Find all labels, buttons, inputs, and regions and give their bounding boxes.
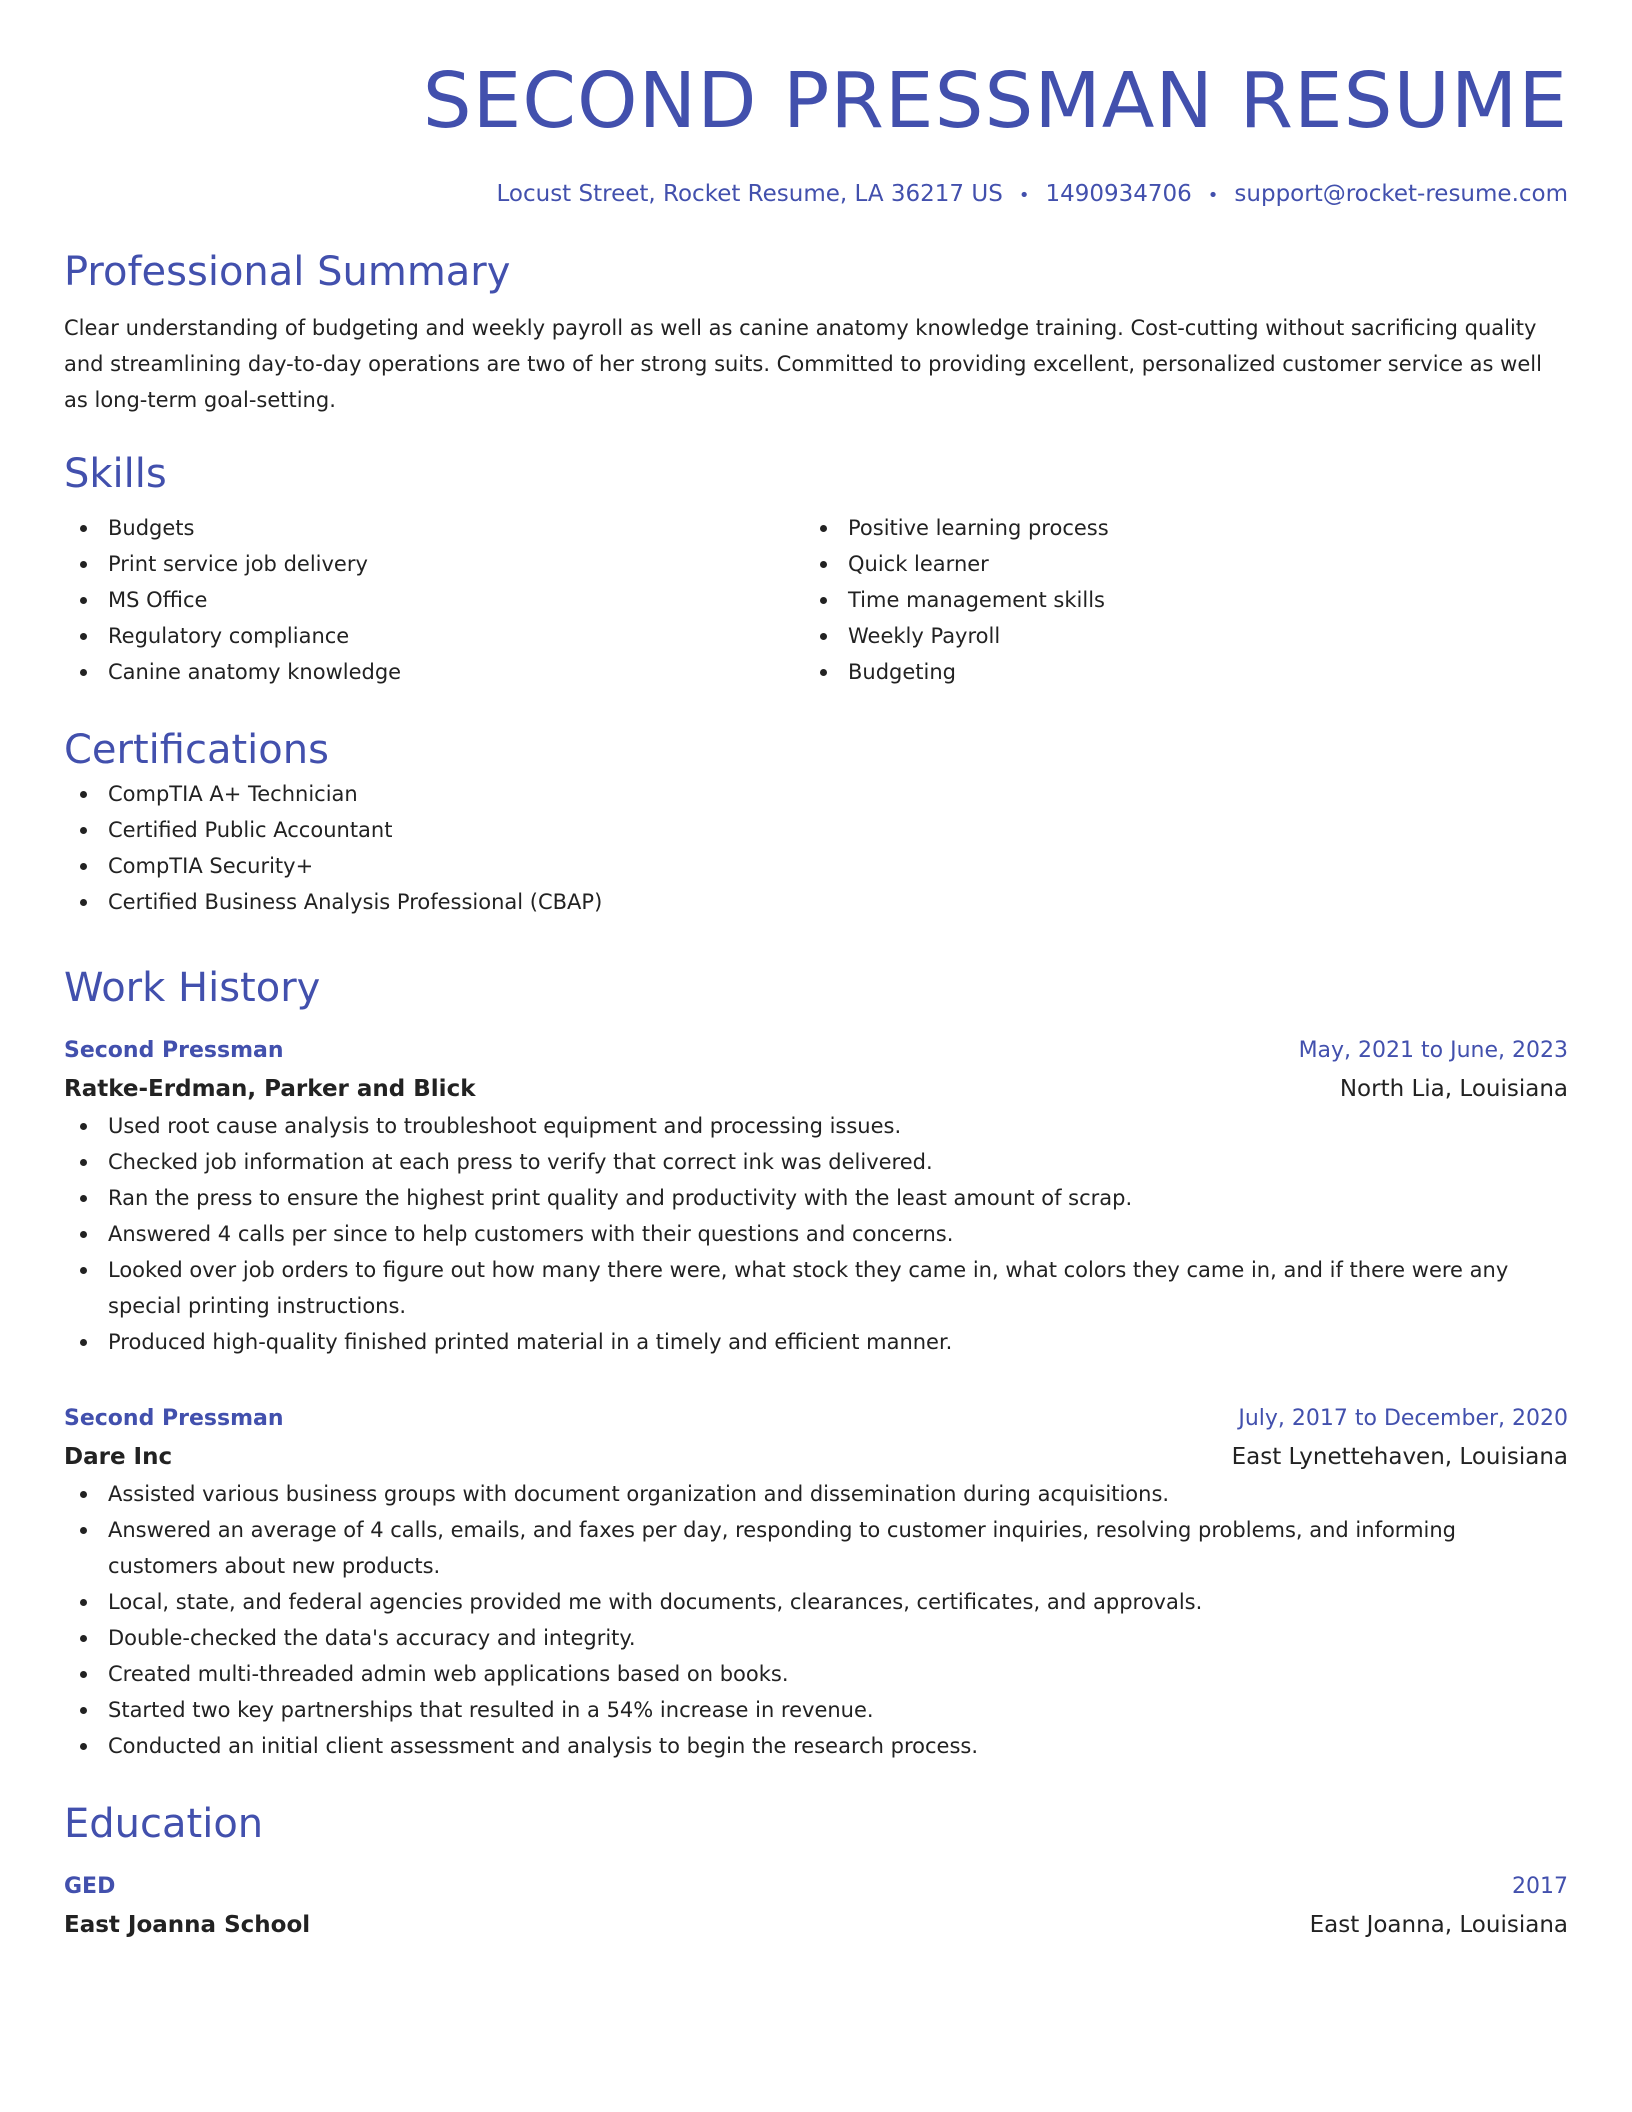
job-bullet-text: Created multi-threaded admin web applications based on books. (108, 1662, 789, 1686)
job-bullets (64, 1476, 1568, 1764)
list-item (64, 776, 1568, 812)
list-item (64, 654, 804, 690)
list-item (64, 812, 1568, 848)
bullet-dot-icon (80, 633, 87, 640)
list-item (64, 1216, 1568, 1252)
list-item (804, 654, 1544, 690)
list-item (64, 1728, 1568, 1764)
job-header (64, 1032, 1568, 1070)
bullet-dot-icon (820, 633, 827, 640)
job-bullet-text: Used root cause analysis to troubleshoot equipment and processing issues. (108, 1114, 902, 1138)
job-bullet-text: Answered an average of 4 calls, emails, and faxes per day, responding to customer inquiries, resolving problems, and informing customers about new products. (108, 1518, 1456, 1578)
skill-label: Budgeting (848, 660, 957, 684)
job-bullet-text: Answered 4 calls per since to help customers with their questions and concerns. (108, 1222, 954, 1246)
skill-label: Print service job delivery (108, 552, 368, 576)
skill-label: MS Office (108, 588, 208, 612)
certification-label: Certified Public Accountant (108, 818, 393, 842)
bullet-dot-icon (80, 597, 87, 604)
job-company: Dare Inc (64, 1444, 173, 1470)
skills-list-left (64, 510, 804, 690)
bullet-dot-icon (80, 525, 87, 532)
list-item (64, 1584, 1568, 1620)
job-subheader (64, 1438, 1568, 1476)
bullet-dot-icon (80, 1743, 87, 1750)
work-history-heading: Work History (64, 965, 321, 1011)
contact-separator: • (1207, 185, 1219, 206)
job-entry (64, 1032, 1568, 1360)
job-subheader (64, 1070, 1568, 1108)
list-item (64, 1108, 1568, 1144)
skill-label: Budgets (108, 516, 195, 540)
education-entry (64, 1868, 1568, 1944)
job-header (64, 1400, 1568, 1438)
bullet-dot-icon (80, 827, 87, 834)
education-location: East Joanna, Louisiana (1309, 1912, 1568, 1938)
summary-text: Clear understanding of budgeting and weekly payroll as well as canine anatomy knowledge training. Cost-cutting without sacrificing quality and streamlining day-to-day operations are two of her strong suits. Committed to providing excellent, personalized customer service as well as long-term goal-setting. (64, 316, 1542, 412)
job-bullet-text: Checked job information at each press to verify that correct ink was delivered. (108, 1150, 933, 1174)
resume-title: SECOND PRESSMAN RESUME (422, 57, 1568, 146)
certification-label: Certified Business Analysis Professional (CBAP) (108, 890, 603, 914)
job-bullets (64, 1108, 1568, 1360)
education-degree: GED (64, 1874, 116, 1899)
bullet-dot-icon (80, 1231, 87, 1238)
job-dates: July, 2017 to December, 2020 (1238, 1406, 1568, 1431)
list-item (64, 1512, 1568, 1584)
skills-list-right (804, 510, 1544, 690)
contact-separator: • (1018, 185, 1030, 206)
list-item (64, 884, 1568, 920)
bullet-dot-icon (80, 791, 87, 798)
bullet-dot-icon (80, 1195, 87, 1202)
bullet-dot-icon (820, 669, 827, 676)
list-item (64, 1144, 1568, 1180)
list-item (64, 582, 804, 618)
job-bullet-text: Double-checked the data's accuracy and integrity. (108, 1626, 636, 1650)
contact-email[interactable]: support@rocket-resume.com (1234, 181, 1568, 207)
list-item (64, 1252, 1568, 1324)
job-bullet-text: Started two key partnerships that resulted in a 54% increase in revenue. (108, 1698, 874, 1722)
contact-address: Locust Street, Rocket Resume, LA 36217 US (496, 181, 1003, 207)
skill-label: Canine anatomy knowledge (108, 660, 402, 684)
bullet-dot-icon (80, 1599, 87, 1606)
list-item (64, 618, 804, 654)
list-item (804, 546, 1544, 582)
education-subheader (64, 1906, 1568, 1944)
job-bullet-text: Conducted an initial client assessment and analysis to begin the research process. (108, 1734, 979, 1758)
job-location: North Lia, Louisiana (1339, 1076, 1568, 1102)
list-item (804, 510, 1544, 546)
bullet-dot-icon (80, 669, 87, 676)
skill-label: Quick learner (848, 552, 989, 576)
bullet-dot-icon (80, 863, 87, 870)
bullet-dot-icon (80, 1707, 87, 1714)
skills-column-right (804, 510, 1544, 690)
bullet-dot-icon (80, 899, 87, 906)
list-item (804, 618, 1544, 654)
summary-heading: Professional Summary (64, 249, 511, 295)
list-item (64, 1476, 1568, 1512)
education-school: East Joanna School (64, 1912, 311, 1938)
skills-grid (64, 510, 1568, 690)
list-item (804, 582, 1544, 618)
bullet-dot-icon (80, 1491, 87, 1498)
job-bullet-text: Local, state, and federal agencies provided me with documents, clearances, certificates, and approvals. (108, 1590, 1203, 1614)
contact-line (64, 178, 1568, 212)
bullet-dot-icon (80, 561, 87, 568)
bullet-dot-icon (820, 597, 827, 604)
bullet-dot-icon (80, 1339, 87, 1346)
list-item (64, 1180, 1568, 1216)
list-item (64, 848, 1568, 884)
certifications-heading: Certifications (64, 727, 329, 773)
job-bullet-text: Assisted various business groups with document organization and dissemination during acquisitions. (108, 1482, 1170, 1506)
skills-heading: Skills (64, 451, 167, 497)
job-entry (64, 1400, 1568, 1764)
list-item (64, 1620, 1568, 1656)
education-year: 2017 (1512, 1874, 1568, 1899)
bullet-dot-icon (80, 1671, 87, 1678)
job-location: East Lynettehaven, Louisiana (1231, 1444, 1568, 1470)
certifications-list (64, 776, 1568, 920)
bullet-dot-icon (80, 1635, 87, 1642)
certification-label: CompTIA A+ Technician (108, 782, 358, 806)
skill-label: Positive learning process (848, 516, 1109, 540)
bullet-dot-icon (820, 561, 827, 568)
bullet-dot-icon (820, 525, 827, 532)
list-item (64, 1656, 1568, 1692)
certification-label: CompTIA Security+ (108, 854, 314, 878)
list-item (64, 1692, 1568, 1728)
job-dates: May, 2021 to June, 2023 (1298, 1038, 1568, 1063)
education-heading: Education (64, 1801, 264, 1847)
bullet-dot-icon (80, 1267, 87, 1274)
job-bullet-text: Ran the press to ensure the highest print quality and productivity with the least amount of scrap. (108, 1186, 1133, 1210)
job-bullet-text: Produced high-quality finished printed material in a timely and efficient manner. (108, 1330, 953, 1354)
skills-column-left (64, 510, 804, 690)
contact-phone: 1490934706 (1045, 181, 1192, 207)
skill-label: Time management skills (848, 588, 1105, 612)
job-title: Second Pressman (64, 1406, 284, 1431)
education-header (64, 1868, 1568, 1906)
bullet-dot-icon (80, 1123, 87, 1130)
bullet-dot-icon (80, 1527, 87, 1534)
job-bullet-text: Looked over job orders to figure out how many there were, what stock they came in, what colors they came in, and if there were any special printing instructions. (108, 1258, 1509, 1318)
job-company: Ratke-Erdman, Parker and Blick (64, 1076, 476, 1102)
list-item (64, 510, 804, 546)
job-title: Second Pressman (64, 1038, 284, 1063)
list-item (64, 1324, 1568, 1360)
skill-label: Weekly Payroll (848, 624, 1001, 648)
list-item (64, 546, 804, 582)
skill-label: Regulatory compliance (108, 624, 350, 648)
bullet-dot-icon (80, 1159, 87, 1166)
